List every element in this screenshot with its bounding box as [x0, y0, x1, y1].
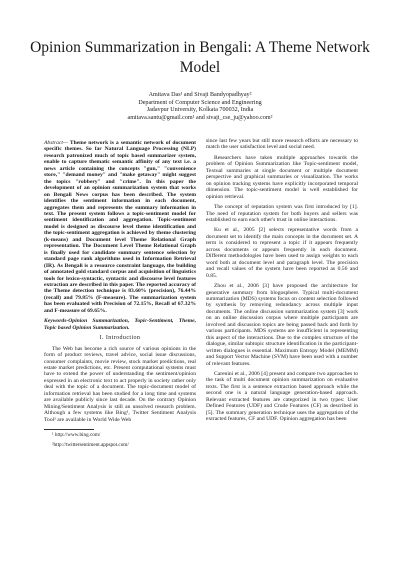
author-emails: amitava.santu@gmail.com¹ and sivaji_cse_ju@yahoo.com²: [127, 114, 273, 121]
keywords-label: Keywords-: [44, 318, 69, 325]
intro-paragraph: The Web has become a rich source of various opinions in the form of product reviews, travel advice, social issue discussions, consumer complaints, movie review, stock market predictions, real estate market predictions, etc. Present computational systems must have to extend the power of understanding the sentiment/opinion expressed in an electronic text to act properly in society rather only deal with the topic of a document. The topic-document model of information retrieval has been studied for a long time and systems are available publicly since last decade. On the contrary Opinion Mining/Sentiment Analysis is still an unsolved research problem. Although a few systems like Bing¹, Twitter Sentiment Analysis Tool² are available in World Wide Web: [44, 345, 196, 423]
affiliation-university: Jadavpur University, Kolkata 700032, India: [146, 107, 254, 114]
right-paragraph-3: The concept of reputation system was first introduced by [1]. The need of reputation system for both buyers and sellers was established to earn each other's trust in online interactions.: [206, 204, 358, 223]
keywords: [44, 318, 196, 331]
author-names: Amitava Das¹ and Sivaji Bandyopadhyay²: [148, 92, 252, 98]
affiliation-department: Department of Computer Science and Engineering: [138, 99, 262, 106]
author-block: [60, 92, 340, 122]
abstract-text: Theme network is a semantic network of document specific themes. So far Natural Language Processing (NLP) research patronized much of topic based summarizer system, enable to capture thematic semantic affinity of any text i.e. a news article containing the concepts "gun," "convenience store," "demand money" and "make getaway" might suggest the topics "robbery" and "crime". In this paper the development of an opinion summarization system that works on Bengali News corpus has been described. The system identifies the sentiment information in each document, aggregates them and represents the summary information in text. The present system follows a topic-sentiment model for sentiment identification and aggregation. Topic-sentiment model is designed as discourse level theme identification and the topic-sentiment aggregation is achieved by theme clustering (k-means) and Document level Theme Relational Graph representation. The Document Level Theme Relational Graph is finally used for candidate summary sentence selection by standard page rank algorithms used in Information Retrieval (IR). As Bengali is a resource constraint language, the building of annotated gold standard corpus and acquisition of linguistics tools for lexico-syntactic, syntactic and discourse level features extraction are described in this paper. The reported accuracy of the Theme detection technique is 83.60% (precision), 76.44% (recall) and 79.85% (F-measure). The summarization system has been evaluated with Precision of 72.15%, Recall of 67.32% and F-measure of 69.65%.: [44, 140, 196, 314]
keywords-text: Opinion Summarization, Topic-Sentiment, Theme, Topic based Opinion Summarization.: [44, 318, 196, 331]
left-column: [44, 140, 196, 452]
right-paragraph-1: since last few years but still more research efforts are necessary to match the user satisfaction level and social need.: [206, 138, 358, 151]
section-heading-introduction: I. Introduction: [99, 335, 141, 342]
abstract-label: Abstract—: [44, 140, 68, 146]
footnote-1: ¹ http://www.bing.com/: [52, 432, 101, 439]
paper-title: Opinion Summarization in Bengali: A Theme Network Model: [30, 39, 370, 76]
footnote-divider: [44, 429, 94, 430]
right-paragraph-4: Ku et al., 2005 [2] selects representative words from a document set to identify the main concepts in the document set. A term is considered to represent a topic if it appears frequently across documents or appears frequently in each document. Different methodologies have been used to assign weights to each word both at document level and paragraph level. The precision and recall values of the system have been reported as 0.56 and 0.85.: [206, 227, 358, 279]
right-paragraph-5: Zhou et al., 2006 [3] have proposed the architecture for generative summary from blogosphere. Typical multi-document summarization (MDS) systems focus on content selection followed by synthesis by removing redundancy across multiple input documents. The online discussion summarization system [3] work on an online discussion corpus where multiple participants are involved and discussion topics are being passed back and forth by various participants. MDS systems are insufficient in representing this aspect of the interactions. Due to the complex structure of the dialogue, similar subtopic structure identification in the participant-written dialogues is essential. Maximum Entropy Model (MEMM) and Support Vector Machine (SVM) have been used with a number of relevant features.: [206, 283, 358, 367]
right-paragraph-2: Researchers have taken multiple approaches towards the problem of Opinion Summarization like Topic-sentiment model, Textual summaries at single document or multiple document perspective and graphical summaries or visualization. The works on opinion tracking systems have explicitly incorporated temporal dimension. The topic-sentiment model is well established for opinion retrieval.: [206, 154, 358, 200]
abstract: [44, 140, 196, 314]
right-column: [206, 138, 358, 427]
footnote-2: ²http://twittersentiment.appspot.com/: [52, 442, 129, 449]
right-paragraph-6: Carenini et al., 2006 [4] present and compare two approaches to the task of multi document opinion summarization on evaluative texts. The first is a sentence extraction based approach while the second one is a natural language generation-based approach. Relevant extracted features are categorized in two types: User Defined Features (UDF) and Crude Features (CF) as described in [5]. The summary generation technique uses the aggregation of the extracted features, CF and UDF. Opinion aggregation has been: [206, 370, 358, 423]
